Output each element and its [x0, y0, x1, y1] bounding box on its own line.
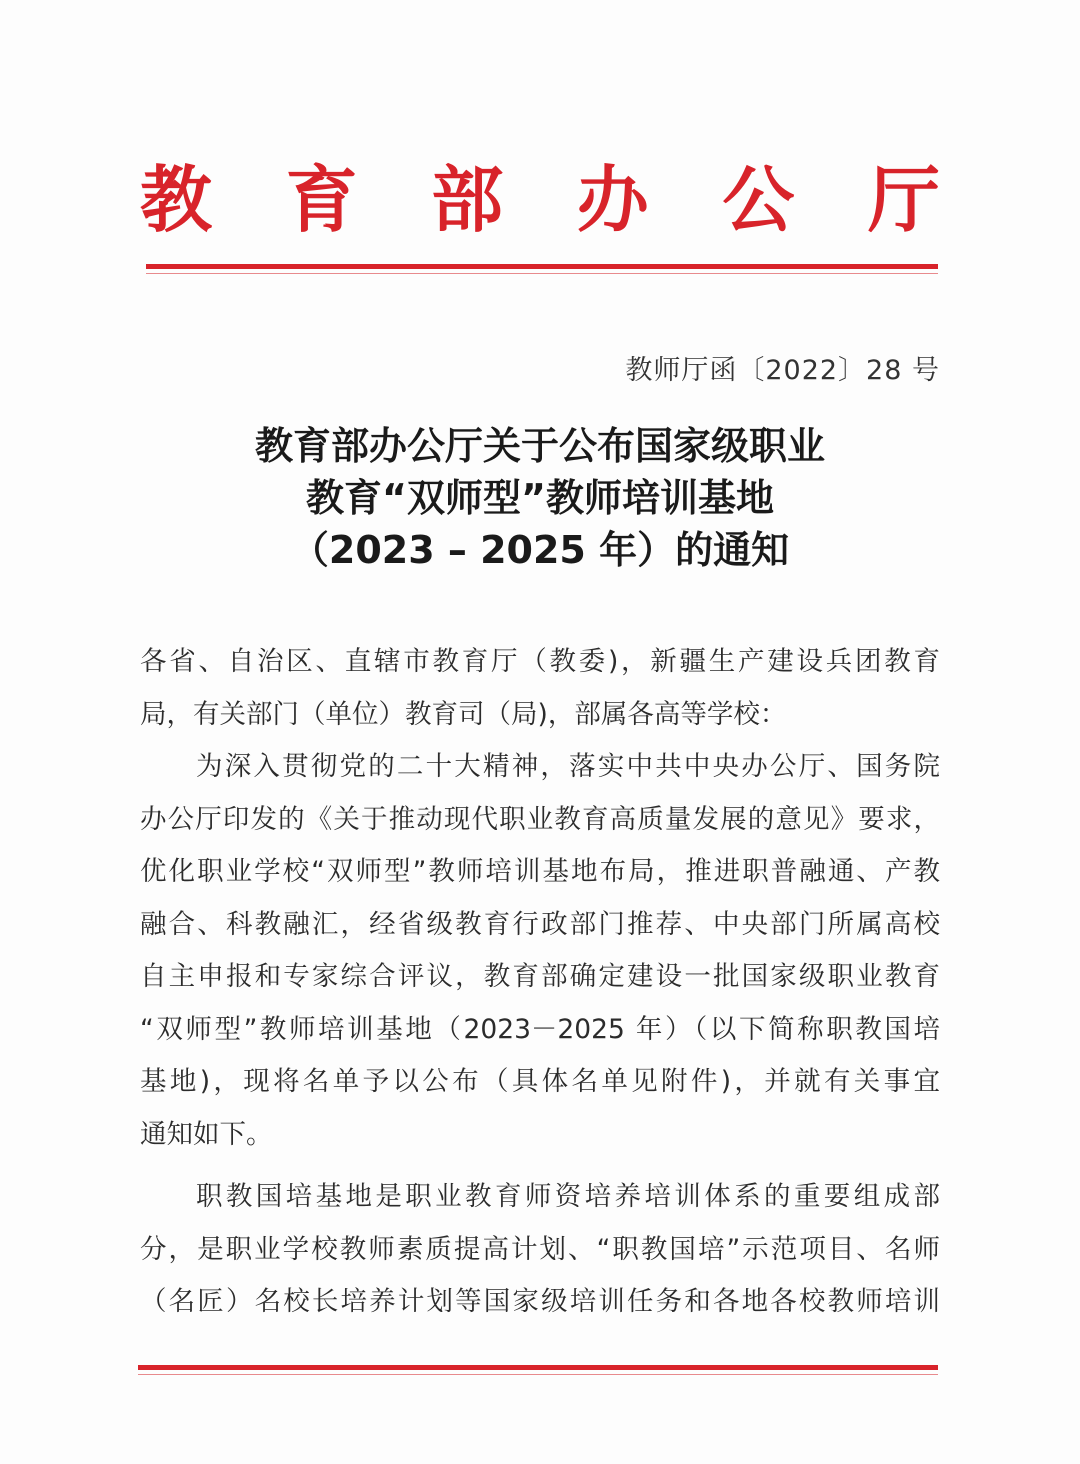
header-char: 厅 [867, 157, 940, 242]
header-char: 教 [140, 157, 213, 242]
header-char: 公 [722, 157, 795, 242]
title-line: （2023 – 2025 年）的通知 [290, 528, 790, 572]
body-line: 融合、科教融汇，经省级教育行政部门推荐、中央部门所属高校 [140, 908, 940, 940]
body-line: 分，是职业学校教师素质提高计划、“职教国培”示范项目、名师 [140, 1233, 940, 1265]
body-line: 办公厅印发的《关于推动现代职业教育高质量发展的意见》要求， [140, 803, 940, 835]
footer-divider-thin [138, 1374, 938, 1375]
body-line: 局，有关部门（单位）教育司（局)，部属各高等学校： [140, 698, 787, 730]
header-char: 育 [285, 157, 358, 242]
addressee-paragraph [140, 636, 940, 741]
body-line: 为深入贯彻党的二十大精神，落实中共中央办公厅、国务院 [196, 751, 940, 782]
body-line: 优化职业学校“双师型”教师培训基地布局，推进职普融通、产教 [140, 856, 940, 887]
document-body [140, 636, 940, 1329]
document-title [140, 420, 940, 576]
document-number: 教师厅函〔2022〕28 号 [625, 355, 940, 386]
header-divider-thin [146, 273, 938, 274]
body-line: 基地)，现将名单予以公布（具体名单见附件)，并就有关事宜 [140, 1066, 940, 1097]
body-paragraph-1 [140, 741, 940, 1161]
header-char: 部 [431, 157, 504, 242]
issuing-authority-header [140, 150, 940, 250]
body-line: 通知如下。 [140, 1118, 273, 1150]
body-line: （名匠）名校长培养计划等国家级培训任务和各地各校教师培训 [140, 1286, 940, 1317]
body-paragraph-2 [140, 1171, 940, 1329]
body-line: 职教国培基地是职业教育师资培养培训体系的重要组成部 [196, 1181, 940, 1212]
title-line: 教育“双师型”教师培训基地 [306, 476, 774, 520]
body-line: 自主申报和专家综合评议，教育部确定建设一批国家级职业教育 [140, 961, 940, 992]
body-line: “双师型”教师培训基地（2023－2025 年）（以下简称职教国培 [140, 1013, 940, 1045]
body-line: 各省、自治区、直辖市教育厅（教委)，新疆生产建设兵团教育 [140, 646, 940, 677]
header-divider [146, 264, 938, 269]
footer-divider [138, 1365, 938, 1370]
title-line: 教育部办公厅关于公布国家级职业 [254, 424, 825, 468]
header-char: 办 [576, 157, 649, 242]
